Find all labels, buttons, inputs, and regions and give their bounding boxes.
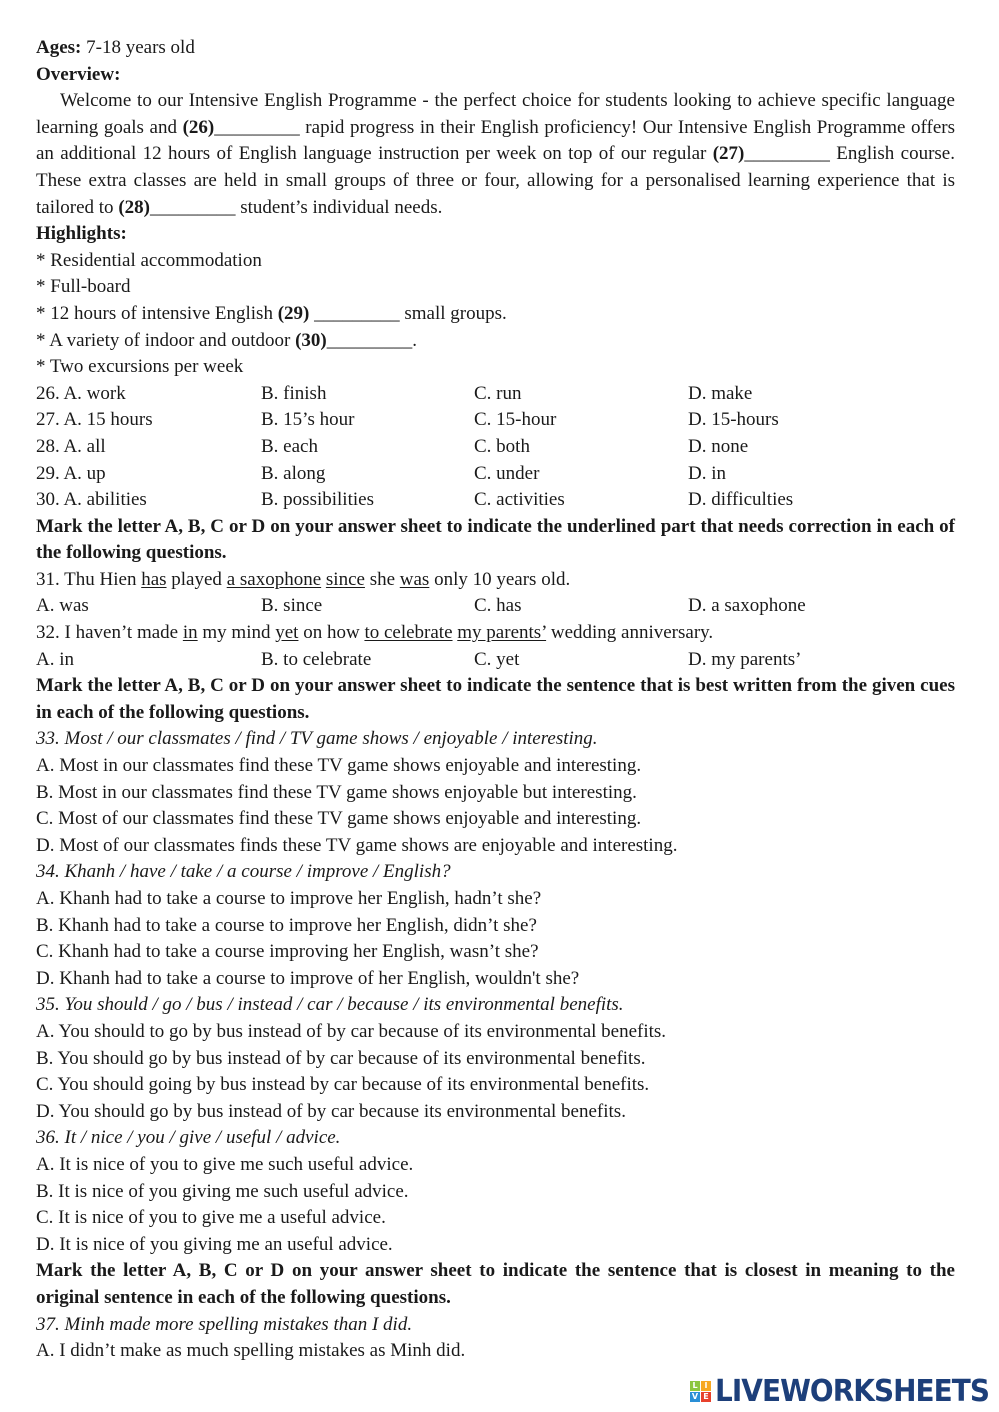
answer-option: D. Khanh had to take a course to improve of her English, wouldn't she? [36, 967, 580, 989]
highlight-item [36, 301, 955, 328]
cue-question: 35. You should / go / bus / instead / car / because / its environmental benefits. [36, 994, 624, 1016]
answer-option: C. under [474, 462, 540, 484]
underlined-part: a saxophone [226, 568, 322, 590]
answer-option: C. It is nice of you to give me a useful advice. [36, 1207, 386, 1229]
underlined-part: to celebrate [364, 622, 453, 644]
answer-option: B. possibilities [261, 489, 374, 511]
text: my mind [197, 622, 276, 644]
answer-option: D. my parents’ [688, 648, 802, 670]
text: _________. [326, 329, 418, 351]
answer-option: 27. A. 15 hours [36, 409, 153, 431]
answer-option: B. 15’s hour [261, 409, 355, 431]
answer-option: B. since [261, 595, 323, 617]
highlight-item [36, 328, 955, 355]
options-row [36, 487, 955, 514]
text: 32. I haven’t made [36, 622, 183, 644]
answer-option: B. along [261, 462, 326, 484]
question-number: (30) [295, 329, 327, 351]
underlined-part: yet [275, 622, 299, 644]
answer-option: D. You should go by bus instead of by car because its environmental benefits. [36, 1100, 626, 1122]
answer-option: C. activities [474, 489, 565, 511]
logo-blocks-icon [690, 1381, 711, 1402]
text: wedding anniversary. [546, 622, 714, 644]
cue-question: 36. It / nice / you / give / useful / advice. [36, 1127, 341, 1149]
answer-option: D. difficulties [688, 489, 794, 511]
logo-letter-block: E [701, 1392, 711, 1402]
answer-option: D. 15-hours [688, 409, 779, 431]
text: student’s individual needs. [235, 196, 443, 218]
answer-option: 28. A. all [36, 435, 106, 457]
overview-paragraph [36, 88, 955, 221]
answer-option: C. has [474, 595, 522, 617]
sentence-building-questions [36, 726, 955, 1258]
cloze-options [36, 381, 955, 514]
answer-option: 26. A. work [36, 382, 126, 404]
text: rapid progress in their English proficiency! Our Intensive English Programme offers an additional 12 hours of English language instruction per week on top of our regular [36, 116, 955, 165]
answer-option: B. finish [261, 382, 327, 404]
answer-option: D. It is nice of you giving me an useful advice. [36, 1233, 393, 1255]
answer-option: D. in [688, 462, 726, 484]
blank-28: _________ [149, 196, 236, 218]
question-number: (27) [712, 143, 745, 165]
underlined-part: has [141, 568, 167, 590]
text: English course. These extra classes are held in small groups of three or four, allowing for a personalised learning experience that is tailored to [36, 143, 955, 218]
instruction-sentence-building: Mark the letter A, B, C or D on your answer sheet to indicate the sentence that is best written from the given cues in each of the following questions. [36, 675, 955, 723]
question-31-options [36, 593, 955, 620]
answer-option: 29. A. up [36, 462, 106, 484]
answer-option: D. make [688, 382, 753, 404]
worksheet [36, 35, 955, 1365]
answer-option: B. You should go by bus instead of by car because of its environmental benefits. [36, 1047, 646, 1069]
answer-option: C. 15-hour [474, 409, 557, 431]
options-row [36, 461, 955, 488]
underlined-part: since [325, 568, 365, 590]
answer-option: A. I didn’t make as much spelling mistakes as Minh did. [36, 1340, 466, 1362]
text: she [364, 568, 400, 590]
answer-option: C. Most of our classmates find these TV game shows enjoyable and interesting. [36, 808, 642, 830]
text: Welcome to our Intensive English Programme - the perfect choice for students looking to achieve specific language learning goals and [36, 90, 955, 138]
answer-option: A. It is nice of you to give me such useful advice. [36, 1153, 414, 1175]
question-number: (26) [182, 116, 215, 138]
question-number: (28) [118, 196, 150, 218]
logo-letter-block: I [701, 1381, 711, 1391]
text: on how [298, 622, 365, 644]
blank-27: _________ [744, 143, 830, 165]
highlights-heading: Highlights: [36, 223, 127, 245]
answer-option: A. Most in our classmates find these TV game shows enjoyable and interesting. [36, 755, 642, 777]
question-32 [36, 620, 955, 647]
answer-option: C. You should going by bus instead by car because of its environmental benefits. [36, 1074, 650, 1096]
answer-option: C. run [474, 382, 522, 404]
logo-text: LIVEWORKSHEETS [715, 1374, 990, 1409]
answer-option: A. in [36, 648, 74, 670]
text: * 12 hours of intensive English [36, 302, 278, 324]
overview-heading: Overview: [36, 63, 121, 85]
underlined-part: my parents’ [457, 622, 547, 644]
answer-option: A. Khanh had to take a course to improve her English, hadn’t she? [36, 888, 542, 909]
logo-letter-block: V [691, 1392, 699, 1401]
answer-option: A. You should to go by bus instead of by car because of its environmental benefits. [36, 1020, 667, 1042]
answer-option: D. Most of our classmates finds these TV game shows are enjoyable and interesting. [36, 834, 678, 856]
logo-letter-block: L [690, 1381, 700, 1391]
ages-label: Ages: [36, 37, 82, 58]
answer-option: B. to celebrate [261, 648, 372, 670]
underlined-part: in [182, 622, 198, 644]
liveworksheets-logo [690, 1374, 999, 1409]
blank-26: _________ [214, 116, 300, 138]
question-32-options [36, 647, 955, 674]
text: played [166, 568, 227, 590]
answer-option: B. Khanh had to take a course to improve her English, didn’t she? [36, 914, 537, 936]
answer-option: A. was [36, 595, 89, 617]
question-number: (29) [277, 302, 310, 324]
text: * A variety of indoor and outdoor [36, 329, 296, 351]
answer-option: B. Most in our classmates find these TV game shows enjoyable but interesting. [36, 781, 637, 803]
highlight-item: * Full-board [36, 276, 131, 298]
text: 31. Thu Hien [36, 568, 142, 590]
ages-line [36, 35, 955, 62]
cue-question: 33. Most / our classmates / find / TV game shows / enjoyable / interesting. [36, 728, 598, 750]
instruction-closest-meaning: Mark the letter A, B, C or D on your answer sheet to indicate the sentence that is closest in meaning to the original sentence in each of the following questions. [36, 1260, 955, 1308]
answer-option: D. a saxophone [688, 595, 806, 617]
ages-value: 7-18 years old [81, 37, 195, 58]
answer-option: D. none [688, 435, 749, 457]
cue-question: 34. Khanh / have / take / a course / improve / English? [36, 861, 451, 883]
answer-option: C. both [474, 435, 530, 457]
options-row [36, 434, 955, 461]
text: only 10 years old. [429, 568, 571, 590]
text: _________ small groups. [309, 302, 507, 324]
question-31 [36, 567, 955, 594]
answer-option: 30. A. abilities [36, 489, 147, 511]
options-row [36, 407, 955, 434]
answer-option: C. Khanh had to take a course improving her English, wasn’t she? [36, 941, 539, 963]
answer-option: B. each [261, 435, 318, 457]
highlight-item: * Residential accommodation [36, 249, 262, 271]
underlined-part: was [399, 568, 430, 590]
answer-option: B. It is nice of you giving me such useful advice. [36, 1180, 409, 1202]
options-row [36, 381, 955, 408]
highlight-item: * Two excursions per week [36, 356, 244, 378]
instruction-error-correction: Mark the letter A, B, C or D on your answer sheet to indicate the underlined part that needs correction in each of the following questions. [36, 515, 955, 564]
question-37: 37. Minh made more spelling mistakes than I did. [36, 1313, 413, 1335]
answer-option: C. yet [474, 648, 520, 670]
